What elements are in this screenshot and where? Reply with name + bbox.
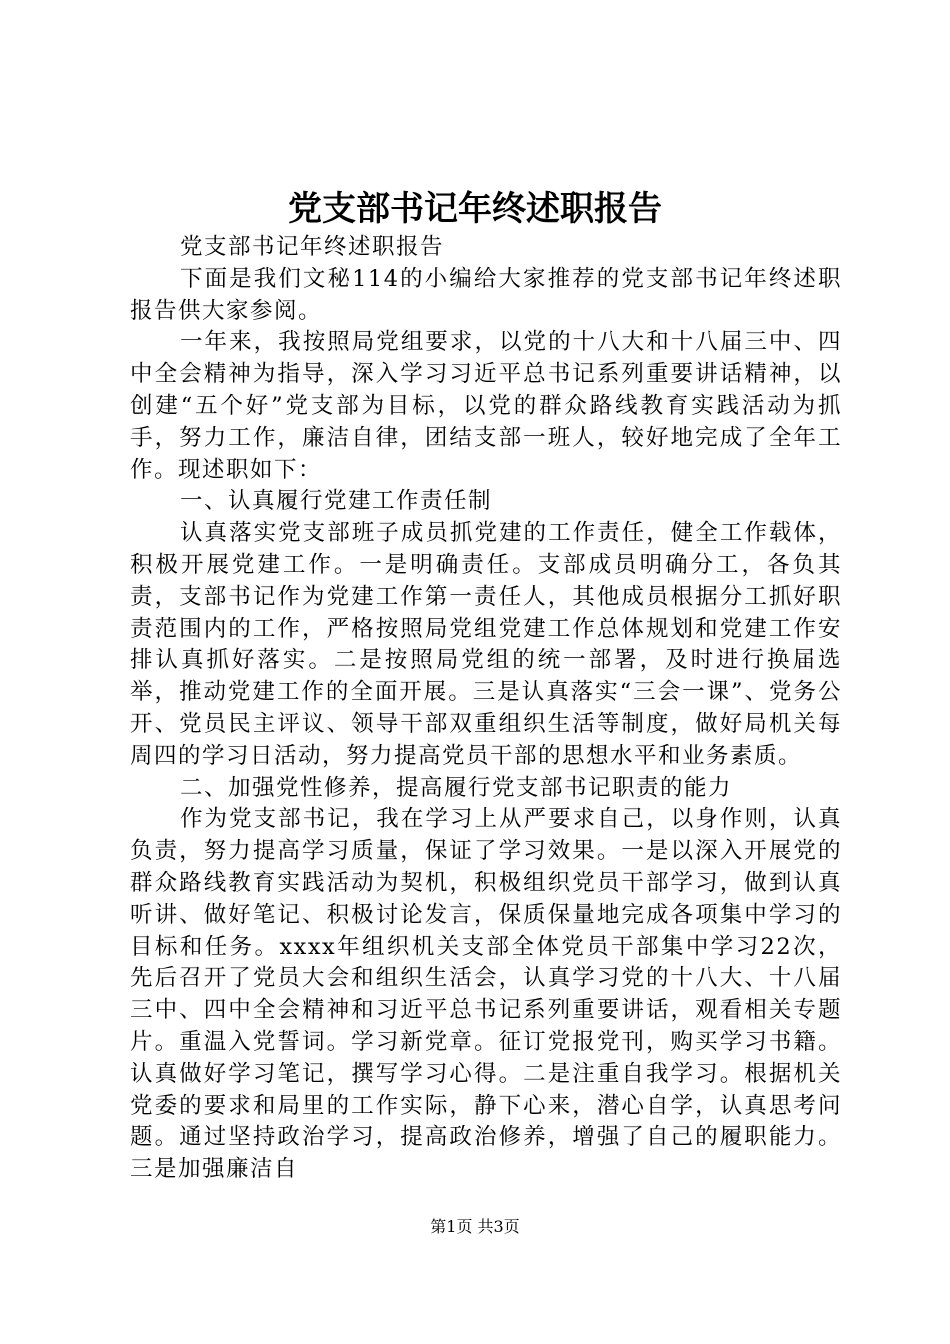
- intro-paragraph: 下面是我们文秘114的小编给大家推荐的党支部书记年终述职报告供大家参阅。: [130, 265, 842, 324]
- section-heading-1: 一、认真履行党建工作责任制: [180, 488, 493, 515]
- page-footer: 第1页 共3页: [430, 1217, 520, 1236]
- document-body: [130, 232, 842, 1186]
- paragraph-self-cultivation: 作为党支部书记，我在学习上从严要求自己，以身作则，认真负责，努力提高学习质量，保证了学习效果。一是以深入开展党的群众路线教育实践活动为契机，积极组织党员干部学习，做到认真听讲、做好笔记、积极讨论发言，保质保量地完成各项集中学习的目标和任务。xxxx年组织机关支部全体党员干部集中学习22次，先后召开了党员大会和组织生活会，认真学习党的十八大、十八届三中、四中全会精神和习近平总书记系列重要讲话，观看相关专题片。重温入党誓词。学习新党章。征订党报党刊，购买学习书籍。认真做好学习笔记，撰写学习心得。二是注重自我学习。根据机关党委的要求和局里的工作实际，静下心来，潜心自学，认真思考问题。通过坚持政治学习，提高政治修养，增强了自己的履职能力。三是加强廉洁自: [130, 806, 842, 1183]
- document-title: 党支部书记年终述职报告: [288, 189, 662, 229]
- paragraph-overview: 一年来，我按照局党组要求，以党的十八大和十八届三中、四中全会精神为指导，深入学习习近平总书记系列重要讲话精神，以创建“五个好”党支部为目标，以党的群众路线教育实践活动为抓手，努力工作，廉洁自律，团结支部一班人，较好地完成了全年工作。现述职如下：: [130, 329, 842, 483]
- section-heading-2: 二、加强党性修养，提高履行党支部书记职责的能力: [180, 774, 733, 801]
- document-subtitle: 党支部书记年终述职报告: [180, 234, 445, 260]
- paragraph-party-building: 认真落实党支部班子成员抓党建的工作责任，健全工作载体，积极开展党建工作。一是明确责任。支部成员明确分工，各负其责，支部书记作为党建工作第一责任人，其他成员根据分工抓好职责范围内的工作，严格按照局党组党建工作总体规划和党建工作安排认真抓好落实。二是按照局党组的统一部署，及时进行换届选举，推动党建工作的全面开展。三是认真落实“三会一课”、党务公开、党员民主评议、领导干部双重组织生活等制度，做好局机关每周四的学习日活动，努力提高党员干部的思想水平和业务素质。: [130, 520, 842, 769]
